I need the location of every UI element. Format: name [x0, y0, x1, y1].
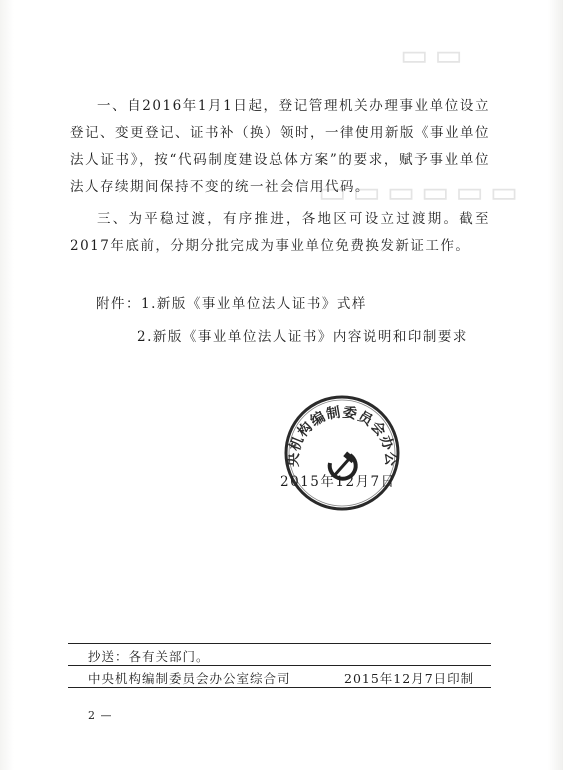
- paragraph-one: 一、自2016年1月1日起，登记管理机关办理事业单位设立登记、变更登记、证书补（换）领时，一律使用新版《事业单位法人证书》，按“代码制度建设总体方案”的要求，赋予事业单位法人存续期间保持不变的统一社会信用代码。: [70, 98, 490, 195]
- footer-issuer: 中央机构编制委员会办公室综合司: [88, 671, 291, 686]
- footer-print-date: 2015年12月7日印制: [344, 671, 475, 686]
- bleed-through-mark: ▭▭: [400, 38, 469, 73]
- paragraph-three: 三、为平稳过渡，有序推进，各地区可设立过渡期。截至2017年底前，分期分批完成为事业单位免费换发新证工作。: [70, 211, 490, 254]
- official-seal: [277, 393, 407, 513]
- attachment-item-2: 2.新版《事业单位法人证书》内容说明和印制要求: [137, 329, 468, 345]
- page-number: 2 —: [88, 709, 113, 722]
- attachment-item-1: 附件：1.新版《事业单位法人证书》式样: [96, 296, 367, 312]
- footer-rule-bottom: [68, 687, 491, 688]
- footer-rule-top: [68, 643, 491, 644]
- footer-rule-middle: [68, 665, 491, 666]
- bleed-through-mark: ▭▭▭▭▭▭: [318, 175, 525, 210]
- footer-cc: 抄送：各有关部门。: [88, 649, 210, 664]
- seal-text: 央机构编制委员会办公: [285, 404, 399, 468]
- signature-date: 2015年12月7日: [280, 474, 396, 490]
